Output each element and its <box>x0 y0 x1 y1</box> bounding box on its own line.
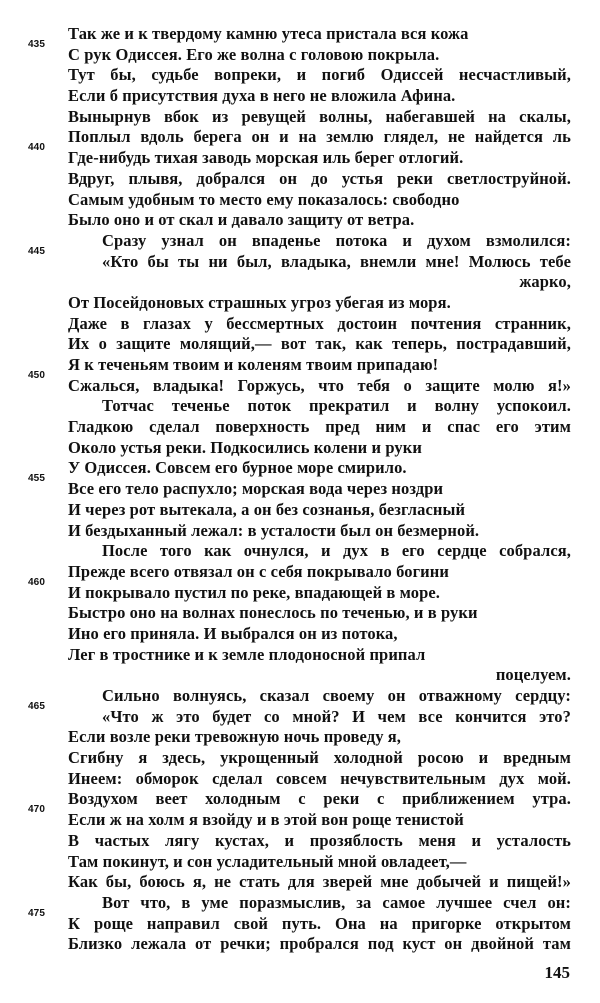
verse-text: От Посейдоновых страшных угроз убегая из моря. <box>68 292 451 312</box>
verse-text: Если ж на холм я взойду и в этой вон роще тенистой <box>68 810 464 830</box>
verse-text: Сильно волнуясь, сказал своему он отважному сердцу: <box>102 686 571 705</box>
verse-text: Как бы, боюсь я, не стать для зверей мне добычей и пищей!» <box>68 872 571 892</box>
verse-text: И покрывало пустил по реке, впадающей в море. <box>68 582 441 602</box>
verse-text: Лег в тростнике и к земле плодоносной припал <box>68 644 426 664</box>
verse-line <box>68 686 571 707</box>
verse-line <box>68 190 571 211</box>
verse-text: Так же и к твердому камню утеса пристала вся кожа <box>68 24 469 43</box>
verse-text: Быстро оно на волнах понеслось по теченью, и в руки <box>68 603 478 623</box>
verse-line <box>68 210 571 231</box>
verse-line <box>28 576 571 604</box>
verse-line <box>68 852 571 873</box>
verse-line <box>68 314 571 335</box>
verse-text: Тут бы, судьбе вопреки, и погиб Одиссей несчастливый, <box>68 65 571 85</box>
verse-line <box>68 934 571 955</box>
verse-text: Близко лежала от речки; пробрался под куст он двойной там <box>68 934 571 954</box>
verse-text: К роще направил свой путь. Она на пригорке открытом <box>68 913 571 933</box>
verse-text: Вот что, в уме поразмыслив, за самое лучшее счел он: <box>102 892 571 912</box>
verse-line <box>68 355 571 376</box>
verse-text: Около устья реки. Подкосились колени и руки <box>68 437 422 457</box>
verse-line <box>68 86 571 107</box>
verse-line <box>68 521 571 542</box>
verse-text: Воздухом веет холодным с реки с приближением утра. <box>68 789 571 809</box>
verse-line <box>68 293 571 314</box>
verse-text: Тотчас теченье поток прекратил и волну успокоил. <box>102 396 571 416</box>
verse-line <box>28 473 571 500</box>
verse-line <box>68 65 571 86</box>
verse-text: Инеем: обморок сделал совсем нечувствительным дух мой. <box>68 768 571 788</box>
verse-line <box>68 458 571 479</box>
verse-text: Сразу узнал он впаденье потока и духом взмолился: <box>102 230 571 250</box>
line-number: 455 <box>28 473 45 485</box>
verse-text: Если возле реки тревожную ночь проведу я, <box>68 727 402 747</box>
verse-text: Сжалься, владыка! Горжусь, что тебя о защите молю я!» <box>68 375 571 395</box>
verse-text: Там покинут, и сон усладительный мной овладеет,— <box>68 851 467 871</box>
verse-line <box>68 665 571 686</box>
verse-line <box>68 727 571 748</box>
verse-text: «Кто бы ты ни был, владыка, внемли мне! Молюсь тебе <box>102 251 571 271</box>
line-number: 445 <box>28 245 45 257</box>
verse-text: Если б присутствия духа в него не вложила Афина. <box>68 86 456 106</box>
verse-line <box>68 541 571 562</box>
verse-line <box>68 24 571 45</box>
verse-text: У Одиссея. Совсем его бурное море смирило. <box>68 458 407 478</box>
verse-line <box>28 38 571 66</box>
verse-line <box>68 872 571 893</box>
verse-text: Поплыл вдоль берега он и на землю глядел, не найдется ль <box>68 127 571 147</box>
verse-text: Я к теченьям твоим и коленям твоим припадаю! <box>68 355 439 374</box>
verse-text: Прежде всего отвязал он с себя покрывало богини <box>68 561 450 581</box>
verse-text: И бездыханный лежал: в усталости был он безмерной. <box>68 520 480 540</box>
verse-text: Вынырнув вбок из ревущей волны, набегавшей на скалы, <box>68 106 571 126</box>
verse-line <box>68 334 571 355</box>
line-number: 450 <box>28 369 45 381</box>
verse-line <box>68 127 571 148</box>
verse-line <box>68 603 571 624</box>
verse-text: Самым удобным то место ему показалось: свободно <box>68 189 460 209</box>
verse-line <box>68 396 571 417</box>
verse-line <box>68 107 571 128</box>
verse-text: Все его тело распухло; морская вода через ноздри <box>68 479 444 499</box>
verse-line <box>68 769 571 790</box>
verse-line <box>68 645 571 666</box>
line-number: 470 <box>28 804 45 816</box>
verse-line <box>28 700 571 728</box>
line-number: 435 <box>28 38 45 50</box>
verse-line <box>68 893 571 914</box>
verse-text: Даже в глазах у бессмертных достоин почтения странник, <box>68 313 571 333</box>
verse-line <box>68 624 571 645</box>
line-number: 465 <box>28 700 45 712</box>
verse-line <box>68 789 571 810</box>
verse-line <box>28 907 571 935</box>
verse-text: Ино его приняла. И выбрался он из потока, <box>68 623 398 643</box>
verse-line <box>28 804 571 831</box>
line-number: 460 <box>28 576 45 588</box>
verse-line <box>68 500 571 521</box>
verse-text: поцелуем. <box>495 665 571 685</box>
verse-text: Вдруг, плывя, добрался он до устья реки светлоструйной. <box>68 168 571 188</box>
verse-text: С рук Одиссея. Его же волна с головою покрыла. <box>68 44 440 64</box>
verse-text: Где-нибудь тихая заводь морская иль берег отлогий. <box>68 148 464 168</box>
page-number: 145 <box>544 963 570 982</box>
verse-text: И через рот вытекала, а он без сознанья, безгласный <box>68 499 466 519</box>
line-number: 440 <box>28 142 45 154</box>
line-number: 475 <box>28 907 45 919</box>
verse-line <box>68 272 571 293</box>
verse-line <box>68 169 571 190</box>
verse-text: жарко, <box>519 272 571 292</box>
verse-text: Было оно и от скал и давало защиту от ветра. <box>68 210 415 230</box>
verse-line <box>28 245 571 273</box>
verse-text: «Что ж это будет со мной? И чем все кончится это? <box>102 706 571 726</box>
verse-line <box>68 562 571 583</box>
verse-line <box>28 369 571 397</box>
verse-line <box>68 748 571 769</box>
verse-text: Гладкою сделал поверхность пред ним и спас его этим <box>68 417 571 437</box>
verse-text: После того как очнулся, и дух в его сердце собрался, <box>102 541 571 561</box>
verse-text: Их о защите молящий,— вот так, как теперь, пострадавший, <box>68 334 571 354</box>
verse-line <box>68 417 571 438</box>
verse-line <box>68 231 571 252</box>
poem-text <box>28 24 571 955</box>
verse-line <box>68 438 571 459</box>
verse-text: В частых лягу кустах, и прозяблость меня и усталость <box>68 830 571 850</box>
verse-line <box>68 831 571 852</box>
verse-text: Сгибну я здесь, укрощенный холодной росою и вредным <box>68 748 571 768</box>
verse-line <box>28 142 571 169</box>
